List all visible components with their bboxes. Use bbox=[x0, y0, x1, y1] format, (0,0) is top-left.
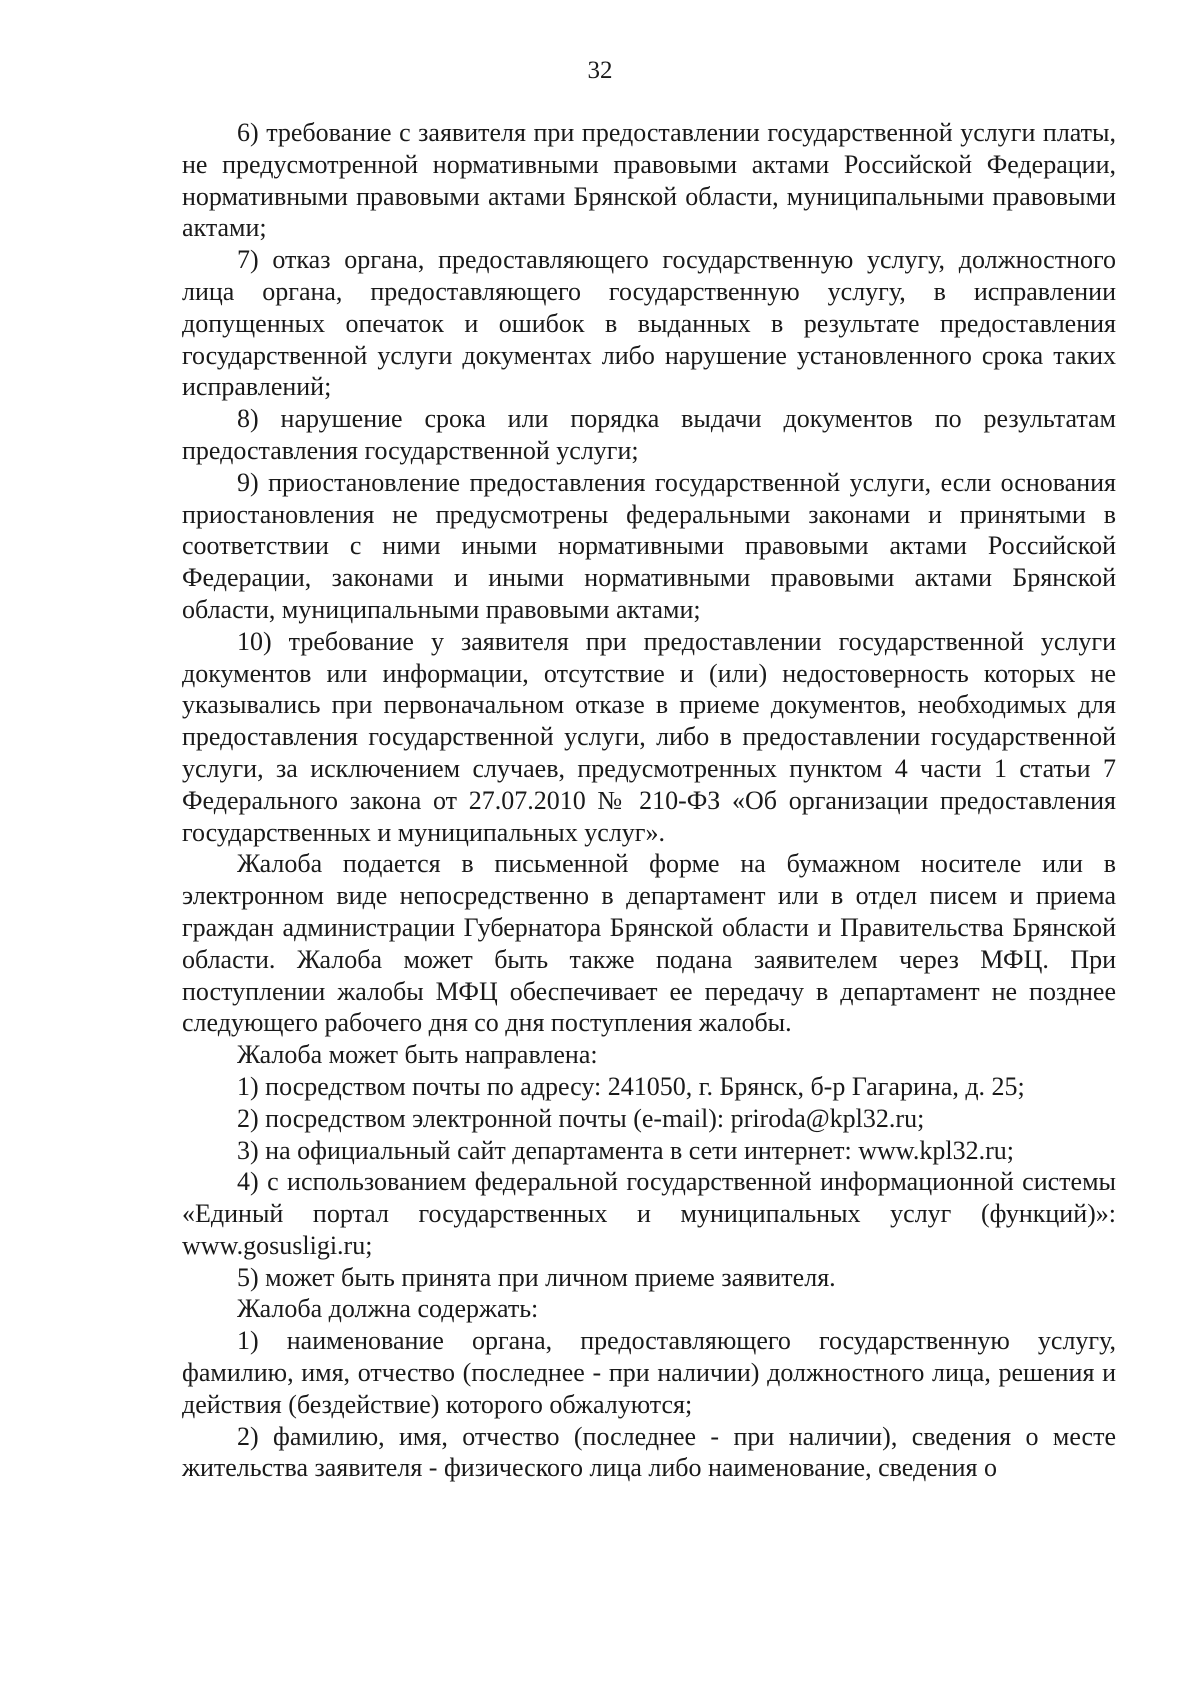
paragraph-item-9: 9) приостановление предоставления государственной услуги, если основания приостановления не предусмотрены федеральными законами и принятыми в соответствии с ними иными нормативными правовыми актами Российской Федерации, законами и иными нормативными правовыми актами Брянской области, муниципальными правовыми актами; bbox=[182, 467, 1116, 624]
paragraph-content-item-2: 2) фамилию, имя, отчество (последнее - при наличии), сведения о месте жительства заявителя - физического лица либо наименование, сведения о bbox=[182, 1421, 1116, 1483]
paragraph-item-6: 6) требование с заявителя при предоставлении государственной услуги платы, не предусмотренной нормативными правовыми актами Российской Федерации, нормативными правовыми актами Брянской области, муниципальными правовыми актами; bbox=[182, 118, 1116, 243]
paragraph-item-7: 7) отказ органа, предоставляющего государственную услугу, должностного лица органа, предоставляющего государственную услугу, в исправлении допущенных опечаток и ошибок в выданных в результате предоставления государственной услуги документах либо нарушение установленного срока таких исправлений; bbox=[182, 245, 1116, 402]
page-number: 32 bbox=[587, 57, 613, 84]
paragraph-channel-email: 2) посредством электронной почты (e-mail): priroda@kpl32.ru; bbox=[237, 1103, 925, 1133]
paragraph-channel-website: 3) на официальный сайт департамента в сети интернет: www.kpl32.ru; bbox=[237, 1135, 1014, 1165]
document-body bbox=[182, 117, 1116, 1484]
paragraph-item-8: 8) нарушение срока или порядка выдачи документов по результатам предоставления государственной услуги; bbox=[182, 404, 1116, 465]
paragraph-channel-post: 1) посредством почты по адресу: 241050, г. Брянск, б-р Гагарина, д. 25; bbox=[237, 1071, 1025, 1101]
paragraph-channel-personal: 5) может быть принята при личном приеме заявителя. bbox=[237, 1262, 836, 1292]
paragraph-content-item-1: 1) наименование органа, предоставляющего государственную услугу, фамилию, имя, отчество (последнее - при наличии) должностного лица, решения и действия (бездействие) которого обжалуются; bbox=[182, 1326, 1116, 1419]
paragraph-channel-portal: 4) с использованием федеральной государственной информационной системы «Единый портал государственных и муниципальных услуг (функций)»: www.gosusligi.ru; bbox=[182, 1167, 1116, 1260]
paragraph-item-10: 10) требование у заявителя при предоставлении государственной услуги документов или информации, отсутствие и (или) недостоверность которых не указывались при первоначальном отказе в приеме документов, необходимых для предоставления государственной услуги, либо в предоставлении государственной услуги, за исключением случаев, предусмотренных пунктом 4 части 1 статьи 7 Федерального закона от 27.07.2010 № 210-ФЗ «Об организации предоставления государственных и муниципальных услуг». bbox=[182, 626, 1116, 847]
paragraph-complaint-content-heading: Жалоба должна содержать: bbox=[237, 1294, 539, 1324]
paragraph-complaint-channels-heading: Жалоба может быть направлена: bbox=[237, 1040, 598, 1070]
paragraph-complaint-submission: Жалоба подается в письменной форме на бумажном носителе или в электронном виде непосредственно в департамент или в отдел писем и приема граждан администрации Губернатора Брянской области и Правительства Брянской области. Жалоба может быть также подана заявителем через МФЦ. При поступлении жалобы МФЦ обеспечивает ее передачу в департамент не позднее следующего рабочего дня со дня поступления жалобы. bbox=[182, 849, 1116, 1038]
